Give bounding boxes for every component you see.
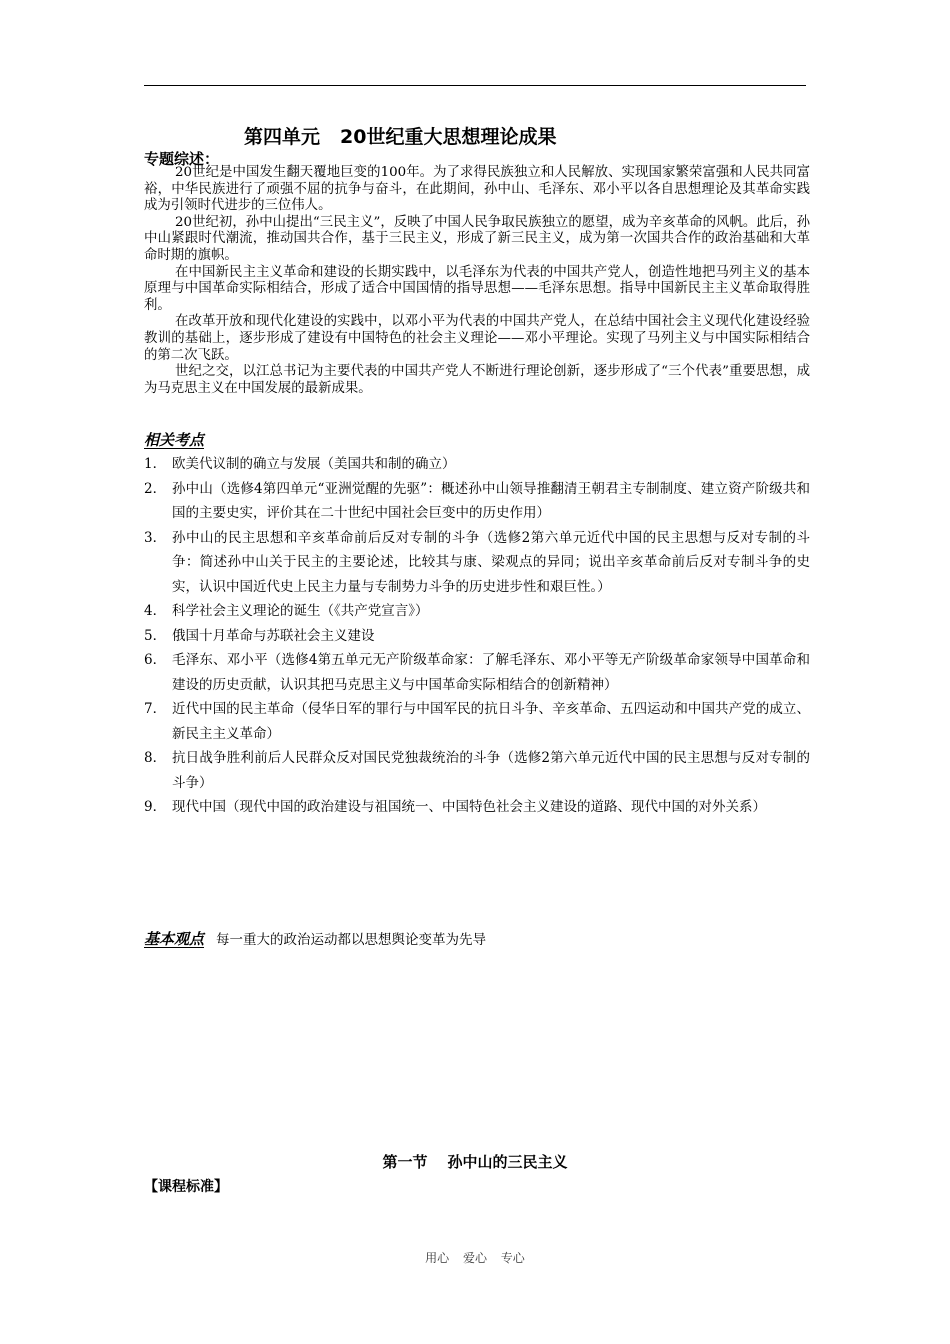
header-rule [144, 85, 806, 86]
list-item [144, 477, 810, 526]
item-number: 6． [144, 652, 167, 668]
summary-paragraph: 世纪之交，以江总书记为主要代表的中国共产党人不断进行理论创新，逐步形成了“三个代表”重要思想，成为马克思主义在中国发展的最新成果。 [144, 364, 810, 396]
list-item [144, 795, 810, 820]
item-text: 孙中山的民主思想和辛亥革命前后反对专制的斗争（选修2第六单元近代中国的民主思想与反对专制的斗争：简述孙中山关于民主的主要论述，比较其与康、梁观点的异同；说出辛亥革命前后反对专制斗争的史实，认识中国近代史上民主力量与专制势力斗争的历史进步性和艰巨性。） [172, 529, 810, 595]
item-text: 抗日战争胜利前后人民群众反对国民党独裁统治的斗争（选修2第六单元近代中国的民主思想与反对专制的斗争） [172, 750, 810, 791]
summary-body [144, 165, 810, 397]
item-number: 8． [144, 750, 167, 766]
unit-number: 第四单元 [244, 126, 321, 148]
kaodian-list [144, 452, 810, 820]
page-footer: 用心 爱心 专心 [425, 1251, 525, 1265]
item-number: 5． [144, 627, 167, 644]
item-number: 1． [144, 456, 167, 472]
list-item [144, 746, 810, 795]
list-item [144, 599, 810, 624]
item-text: 科学社会主义理论的诞生（《共产党宣言》） [172, 603, 429, 619]
list-item [144, 526, 810, 600]
item-text: 欧美代议制的确立与发展（美国共和制的确立） [172, 456, 456, 472]
section-title [0, 1152, 950, 1172]
kaodian-heading: 相关考点 [144, 431, 205, 449]
list-item [144, 648, 810, 697]
summary-paragraph: 20世纪初，孙中山提出“三民主义”，反映了中国人民争取民族独立的愿望，成为辛亥革命的风帆。此后，孙中山紧跟时代潮流，推动国共合作，基于三民主义，形成了新三民主义，成为第一次国共合作的政治基础和大革命时期的旗帜。 [144, 214, 810, 263]
section-name: 孙中山的三民主义 [447, 1153, 568, 1171]
item-number: 2． [144, 480, 167, 497]
basic-view-heading: 基本观点 [144, 930, 205, 948]
curriculum-standard-heading: 【课程标准】 [144, 1179, 228, 1195]
item-text: 毛泽东、邓小平（选修4第五单元无产阶级革命家：了解毛泽东、邓小平等无产阶级革命家领导中国革命和建设的历史贡献，认识其把马克思主义与中国革命实际相结合的创新精神） [172, 652, 810, 693]
unit-title [244, 124, 744, 150]
item-text: 俄国十月革命与苏联社会主义建设 [172, 627, 375, 644]
summary-paragraph: 20世纪是中国发生翻天覆地巨变的100年。为了求得民族独立和人民解放、实现国家繁荣富强和人民共同富裕，中华民族进行了顽强不屈的抗争与奋斗，在此期间，孙中山、毛泽东、邓小平以各自思想理论及其革命实践成为引领时代进步的三位伟人。 [144, 165, 810, 214]
item-number: 4． [144, 603, 167, 619]
summary-heading: 专题综述： [144, 150, 220, 168]
item-text: 近代中国的民主革命（侵华日军的罪行与中国军民的抗日斗争、辛亥革命、五四运动和中国共产党的成立、新民主主义革命） [172, 701, 810, 742]
unit-name: 20世纪重大思想理论成果 [340, 126, 557, 148]
item-number: 7． [144, 701, 167, 717]
list-item [144, 452, 810, 477]
item-number: 9． [144, 799, 167, 815]
summary-paragraph: 在改革开放和现代化建设的实践中，以邓小平为代表的中国共产党人，在总结中国社会主义现代化建设经验教训的基础上，逐步形成了建设有中国特色的社会主义理论——邓小平理论。实现了马列主义与中国实际相结合的第二次飞跃。 [144, 314, 810, 363]
list-item [144, 624, 810, 649]
section-number: 第一节 [382, 1153, 428, 1171]
basic-view [144, 928, 486, 949]
basic-view-text: 每一重大的政治运动都以思想舆论变革为先导 [216, 932, 487, 948]
item-text: 现代中国（现代中国的政治建设与祖国统一、中国特色社会主义建设的道路、现代中国的对外关系） [172, 799, 766, 815]
item-number: 3． [144, 529, 167, 546]
summary-paragraph: 在中国新民主主义革命和建设的长期实践中，以毛泽东为代表的中国共产党人，创造性地把马列主义的基本原理与中国革命实际相结合，形成了适合中国国情的指导思想——毛泽东思想。指导中国新民主主义革命取得胜利。 [144, 264, 810, 313]
list-item [144, 697, 810, 746]
item-text: 孙中山（选修4第四单元“亚洲觉醒的先驱”：概述孙中山领导推翻清王朝君主专制制度、建立资产阶级共和国的主要史实，评价其在二十世纪中国社会巨变中的历史作用） [172, 480, 810, 521]
